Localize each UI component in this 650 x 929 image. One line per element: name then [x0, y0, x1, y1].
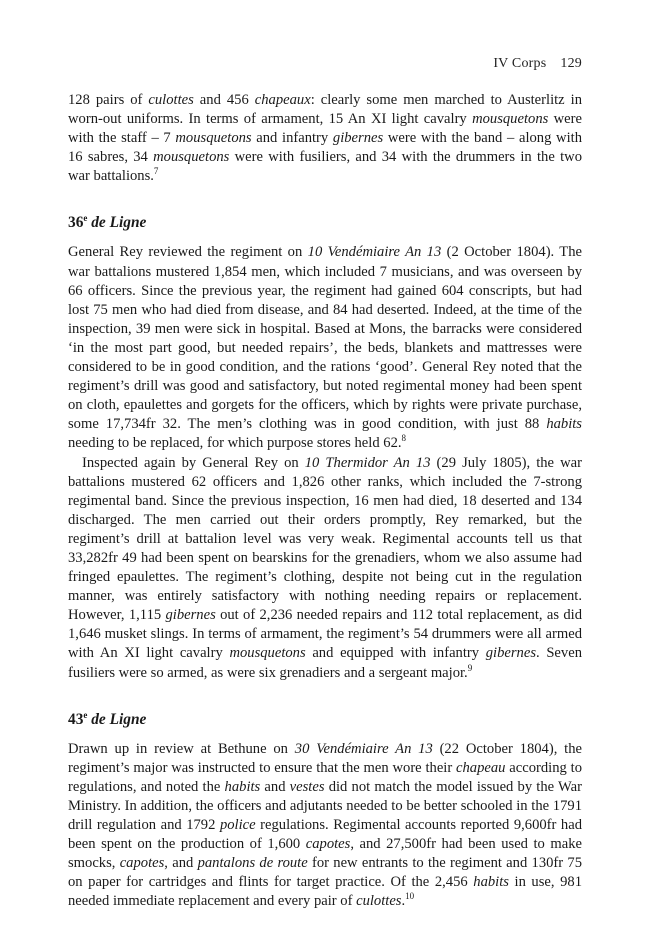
italic-term: mousquetons — [229, 645, 306, 662]
page-number: 129 — [560, 56, 582, 71]
italic-term: mousquetons — [472, 111, 549, 128]
italic-term: capotes — [119, 855, 165, 872]
text-run: (2 October 1804). The war battalions mustered 1,854 men, which included 7 musicians, and was overseen by 66 officers. Since the previous year, the regiment had gained 604 conscripts, but had lost 75 men who had died from disease, and 84 had deserted. Indeed, at the time of the inspection, 39 men were sick in hospital. Based at Mons, the barracks were considered ‘in the most part good, but needed repairs’, the beds, blankets and mattresses were considered to be in good condition, and the rations ‘good’. General Rey noted that the regiment’s drill was good and satisfactory, but noted regimental money had been spent on cloth, epaulettes and gorgets for the officers, which by rights were private purchase, some 17,734fr 32. The men’s clothing was in good condition, with just 88 — [68, 244, 582, 433]
italic-term: vestes — [289, 778, 325, 795]
italic-term: culottes — [356, 893, 402, 910]
text-run: (22 October 1804), the regiment’s major was instructed to ensure that the men wore their — [68, 740, 582, 776]
paragraph — [68, 740, 582, 912]
italic-date: 10 Thermidor An 13 — [304, 454, 431, 471]
text-run: were with the staff – 7 — [68, 111, 582, 147]
italic-term: habits — [473, 874, 509, 891]
text-run: and 456 — [193, 92, 255, 108]
text-run: . Seven fusiliers were so armed, as were six grenadiers and a sergeant major. — [68, 645, 582, 681]
text-run: out of 2,236 needed repairs and 112 total replacement, as did 1,646 musket slings. In terms of armament, the regiment’s 54 drummers were all armed with An XI light cavalry — [68, 607, 582, 662]
text-run: General Rey reviewed the regiment on — [68, 244, 308, 261]
italic-date: 10 Vendémiaire An 13 — [307, 244, 442, 261]
heading-ordinal: e — [83, 709, 88, 720]
text-run: according to regulations, and noted the — [68, 759, 582, 795]
italic-term: mousquetons — [153, 149, 230, 166]
italic-term: habits — [224, 778, 261, 795]
italic-term: chapeau — [456, 759, 506, 776]
text-run: Inspected again by General Rey on — [82, 454, 305, 471]
text-run: and infantry — [251, 130, 333, 147]
text-run: were with fusiliers, and 34 with the drummers in the two war battalions. — [68, 149, 582, 185]
italic-term: habits — [546, 416, 582, 433]
heading-name: de Ligne — [87, 214, 147, 232]
italic-term: gibernes — [165, 607, 216, 624]
text-run: needing to be replaced, for which purpose stores held 62. — [68, 435, 402, 452]
italic-term: capotes — [305, 836, 351, 853]
paragraph-continuation — [68, 91, 582, 186]
section-heading-43e-de-ligne — [68, 710, 582, 730]
text-run: , and — [164, 855, 198, 872]
running-head-section: IV Corps — [493, 56, 547, 71]
text-run: 128 pairs of — [68, 92, 149, 108]
text-run: regulations. Regimental accounts reported 9,600fr had been spent on the production of 1,600 — [68, 817, 582, 853]
text-run: and equipped with infantry — [305, 645, 486, 662]
heading-number: 43 — [68, 710, 84, 728]
paragraph — [68, 243, 582, 453]
italic-term: chapeaux — [254, 92, 311, 108]
text-run: : clearly some men marched to Austerlitz in worn-out uniforms. In terms of armament, 15 An XI light cavalry — [68, 92, 582, 128]
text-run: , and 27,500fr had been used to make smocks, — [68, 836, 582, 872]
text-run: for new entrants to the regiment and 130fr 75 on paper for cartridges and flints for target practice. Of the 2,456 — [68, 855, 583, 891]
section-heading-36e-de-ligne — [68, 213, 582, 233]
footnote-ref[interactable]: 7 — [153, 166, 159, 177]
text-run: and — [260, 778, 290, 795]
text-run: (29 July 1805), the war battalions mustered 62 officers and 1,826 other ranks, which included the 7-strong regimental band. Since the previous inspection, 16 men had died, 18 deserted and 134 discharged. The men carried out their orders promptly, Rey remarked, but the regiment’s drill at battalion level was very weak. Regimental accounts tell us that 33,282fr 49 had been spent on bearskins for the grenadiers, whom we also assume had fringed epaulettes. The regiment’s clothing, despite not being cut in the regulation manner, was entirely satisfactory with nothing needing repairs or replacement. However, 1,115 — [68, 454, 582, 624]
text-run: . — [401, 893, 406, 910]
italic-term: police — [219, 817, 256, 833]
paragraph — [68, 454, 582, 683]
footnote-ref[interactable]: 8 — [401, 433, 407, 444]
running-head — [493, 56, 582, 72]
text-run: Drawn up in review at Bethune on — [68, 740, 295, 757]
italic-term: culottes — [148, 92, 194, 108]
italic-term: gibernes — [485, 645, 536, 662]
text-run: did not match the model issued by the War Ministry. In addition, the officers and adjutants needed to be better schooled in the 1791 drill regulation and 1792 — [68, 778, 582, 833]
footnote-ref[interactable]: 10 — [405, 891, 415, 902]
italic-term: mousquetons — [175, 130, 252, 147]
italic-term: gibernes — [332, 130, 384, 147]
text-run: were with the band – along with 16 sabres, 34 — [68, 130, 583, 166]
text-run: in use, 981 needed immediate replacement and every pair of — [68, 874, 582, 910]
heading-name: de Ligne — [87, 710, 147, 728]
footnote-ref[interactable]: 9 — [467, 662, 473, 673]
italic-term: pantalons de route — [197, 855, 308, 872]
heading-number: 36 — [68, 214, 84, 232]
body-text — [68, 91, 582, 911]
italic-date: 30 Vendémiaire An 13 — [294, 740, 433, 757]
heading-ordinal: e — [83, 213, 88, 224]
